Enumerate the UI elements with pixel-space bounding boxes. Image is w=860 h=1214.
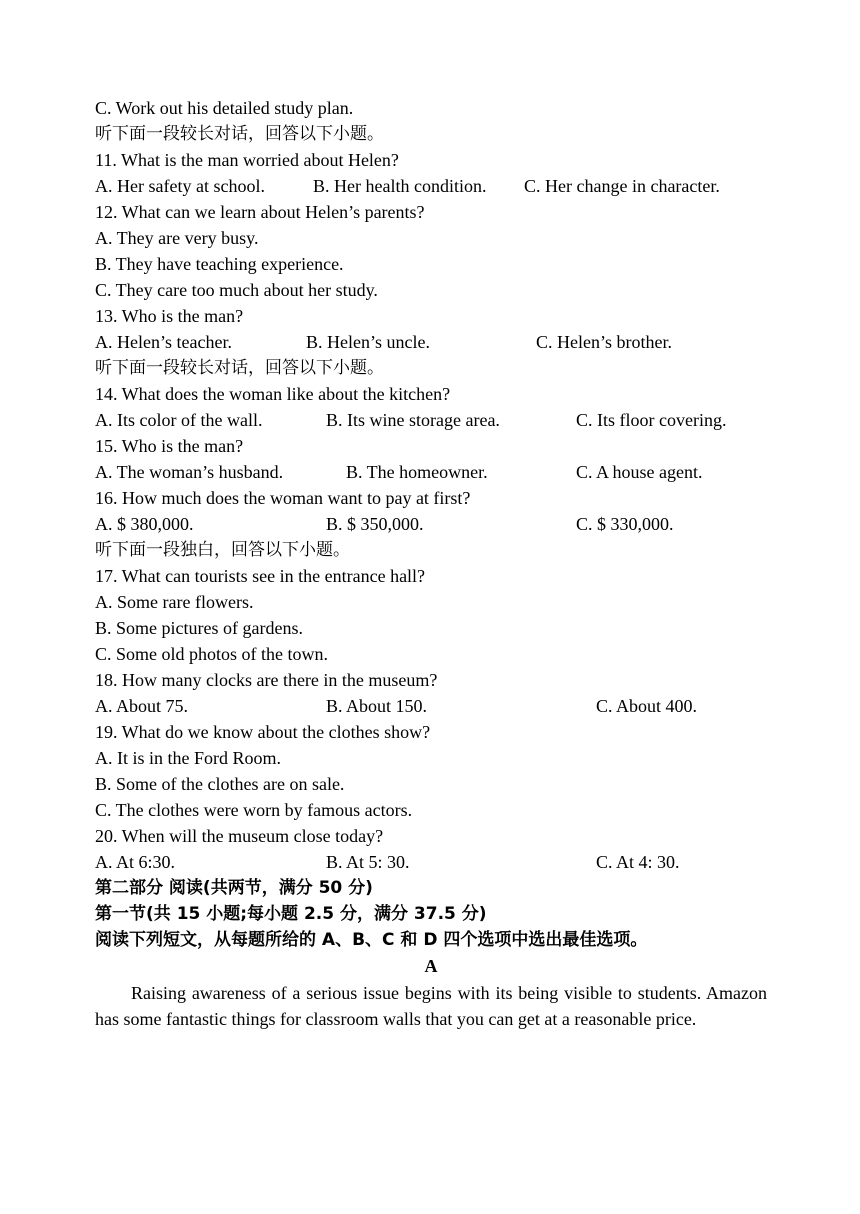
option-c: C. At 4: 30. xyxy=(596,852,680,872)
options-row-20 xyxy=(95,849,767,875)
options-row-18 xyxy=(95,693,767,719)
instruction-line: 听下面一段独白，回答以下小题。 xyxy=(95,540,350,560)
question-11: 11. What is the man worried about Helen? xyxy=(95,150,399,170)
section-heading: 第一节(共 15 小题;每小题 2.5 分，满分 37.5 分) xyxy=(95,904,487,924)
reading-instruction: 阅读下列短文，从每题所给的 A、B、C 和 D 四个选项中选出最佳选项。 xyxy=(95,930,648,950)
option-b: B. $ 350,000. xyxy=(326,514,424,534)
option-b: B. Some of the clothes are on sale. xyxy=(95,774,345,794)
part-heading: 第二部分 阅读(共两节，满分 50 分) xyxy=(95,878,373,898)
options-row-13 xyxy=(95,329,767,355)
option-b: B. They have teaching experience. xyxy=(95,254,344,274)
question-17: 17. What can tourists see in the entrance hall? xyxy=(95,566,426,586)
option-a: A. It is in the Ford Room. xyxy=(95,748,282,768)
option-a: A. Helen’s teacher. xyxy=(95,332,232,352)
option-a: A. Its color of the wall. xyxy=(95,410,263,430)
exam-page xyxy=(95,95,767,1032)
options-row-15 xyxy=(95,459,767,485)
instruction-line: 听下面一段较长对话，回答以下小题。 xyxy=(95,124,384,144)
question-13: 13. Who is the man? xyxy=(95,306,244,326)
option-a: A. At 6:30. xyxy=(95,852,176,872)
option-c: C. Helen’s brother. xyxy=(536,332,672,352)
question-16: 16. How much does the woman want to pay at first? xyxy=(95,488,471,508)
option-line: C. Work out his detailed study plan. xyxy=(95,98,354,118)
options-row-11 xyxy=(95,173,767,199)
option-a: A. Some rare flowers. xyxy=(95,592,254,612)
question-14: 14. What does the woman like about the kitchen? xyxy=(95,384,451,404)
options-row-16 xyxy=(95,511,767,537)
option-a: A. They are very busy. xyxy=(95,228,259,248)
question-20: 20. When will the museum close today? xyxy=(95,826,384,846)
option-c: C. Her change in character. xyxy=(524,176,720,196)
instruction-line: 听下面一段较长对话，回答以下小题。 xyxy=(95,358,384,378)
passage-label: A xyxy=(424,956,438,976)
option-b: B. At 5: 30. xyxy=(326,852,410,872)
option-c: C. The clothes were worn by famous actors. xyxy=(95,800,413,820)
option-c: C. Its floor covering. xyxy=(576,410,727,430)
option-c: C. Some old photos of the town. xyxy=(95,644,328,664)
passage-paragraph: Raising awareness of a serious issue begins with its being visible to students. Amazon has some fantastic things for classroom walls that you can get at a reasonable price. xyxy=(95,983,767,1029)
question-15: 15. Who is the man? xyxy=(95,436,244,456)
option-b: B. The homeowner. xyxy=(346,462,488,482)
option-b: B. About 150. xyxy=(326,696,428,716)
option-a: A. The woman’s husband. xyxy=(95,462,284,482)
option-c: C. A house agent. xyxy=(576,462,703,482)
option-b: B. Some pictures of gardens. xyxy=(95,618,303,638)
option-c: C. They care too much about her study. xyxy=(95,280,378,300)
option-b: B. Helen’s uncle. xyxy=(306,332,430,352)
option-c: C. About 400. xyxy=(596,696,698,716)
option-b: B. Her health condition. xyxy=(313,176,487,196)
question-19: 19. What do we know about the clothes show? xyxy=(95,722,431,742)
option-a: A. Her safety at school. xyxy=(95,176,265,196)
option-b: B. Its wine storage area. xyxy=(326,410,500,430)
options-row-14 xyxy=(95,407,767,433)
option-c: C. $ 330,000. xyxy=(576,514,674,534)
option-a: A. About 75. xyxy=(95,696,189,716)
question-12: 12. What can we learn about Helen’s parents? xyxy=(95,202,425,222)
question-18: 18. How many clocks are there in the museum? xyxy=(95,670,438,690)
option-a: A. $ 380,000. xyxy=(95,514,194,534)
